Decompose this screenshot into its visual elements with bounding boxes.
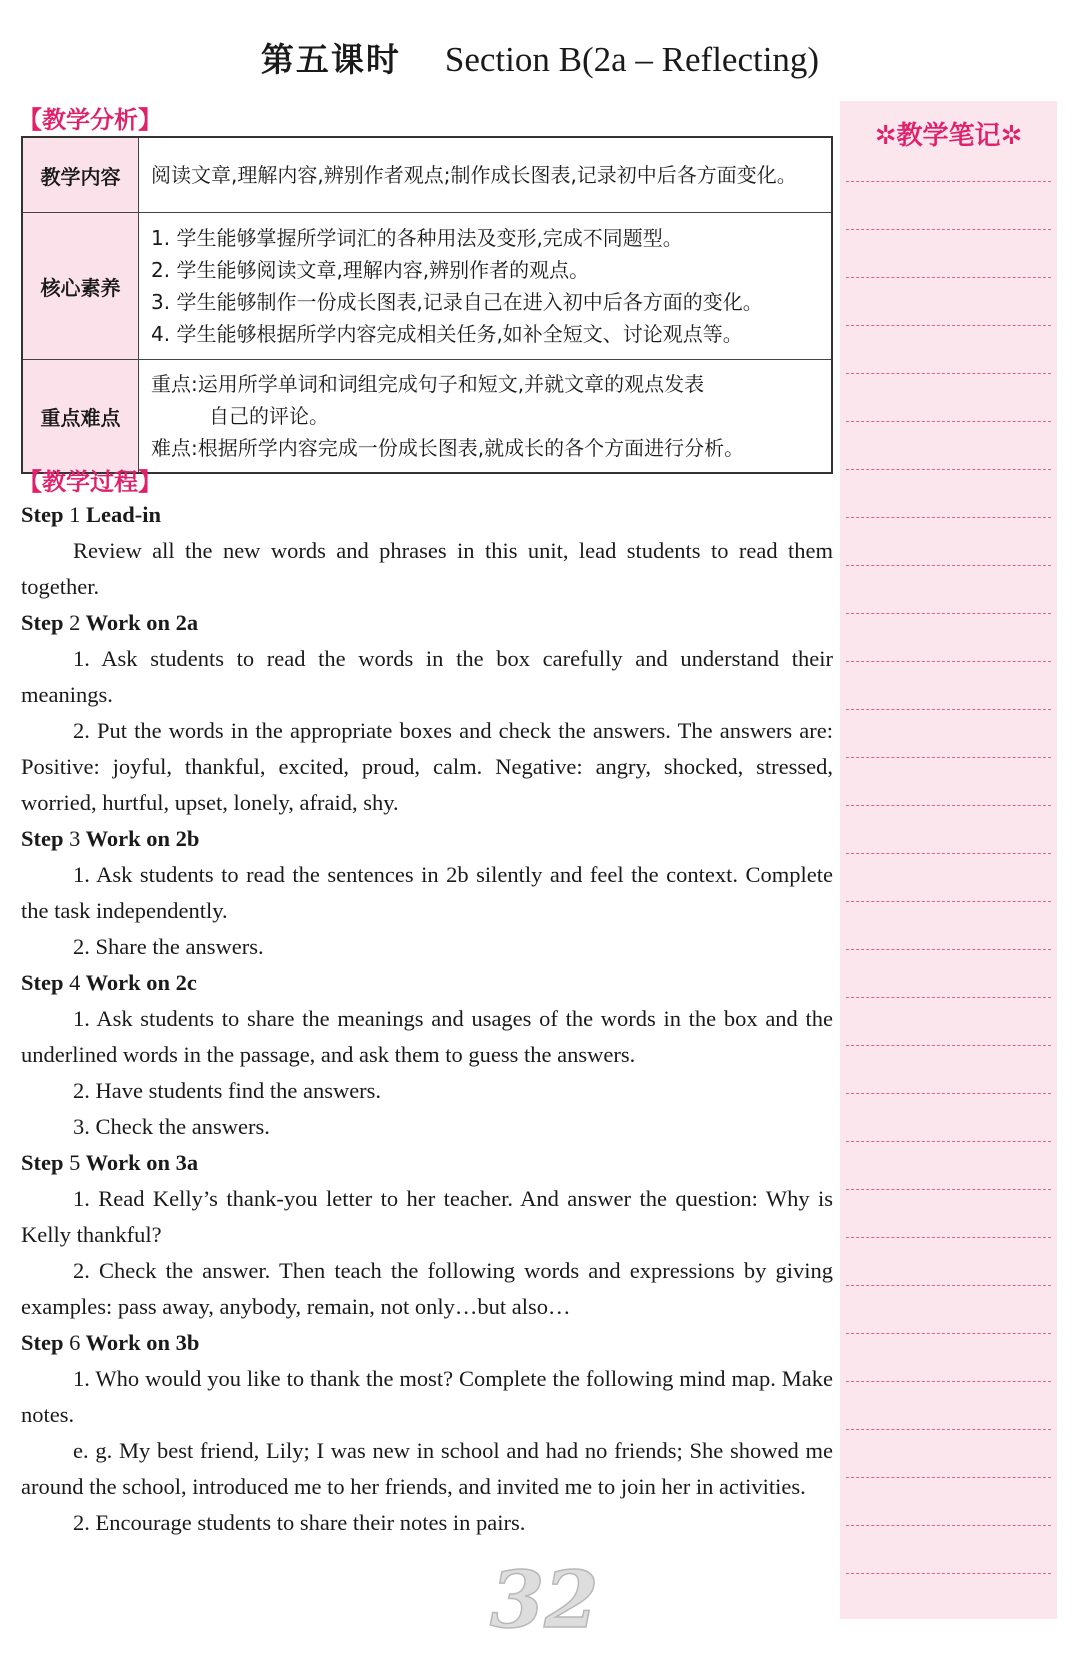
- process-heading: 【教学过程】: [18, 468, 162, 496]
- step-paragraph: Review all the new words and phrases in this unit, lead students to read them together.: [21, 538, 833, 599]
- step-name: Work on 2c: [85, 970, 197, 995]
- notes-dashed-line: [846, 1237, 1051, 1238]
- step-6: [21, 1325, 833, 1541]
- content-line: 阅读文章,理解内容,辨别作者观点;制作成长图表,记录初中后各方面变化。: [151, 163, 797, 187]
- step-heading: [21, 1145, 833, 1181]
- step-paragraph: 1. Read Kelly’s thank-you letter to her teacher. And answer the question: Why is Kelly thankful?: [21, 1186, 833, 1247]
- lesson-title-cn: 第五课时: [260, 40, 401, 79]
- notes-dashed-line: [846, 805, 1051, 806]
- notes-dashed-line: [846, 1381, 1051, 1382]
- notes-dashed-line: [846, 325, 1051, 326]
- notes-dashed-line: [846, 661, 1051, 662]
- step-paragraph: 2. Share the answers.: [73, 934, 264, 959]
- step-number: 3: [69, 826, 81, 851]
- step-heading: [21, 821, 833, 857]
- step-word: Step: [21, 1150, 64, 1175]
- row-label: 重点难点: [22, 360, 139, 474]
- step-paragraph: e. g. My best friend, Lily; I was new in school and had no friends; She showed me around the school, introduced me to her friends, and invited me to join her in activities.: [21, 1438, 833, 1499]
- step-3: [21, 821, 833, 965]
- content-line: 重点:运用所学单词和词组完成句子和短文,并就文章的观点发表: [151, 372, 705, 396]
- notes-dashed-line: [846, 1141, 1051, 1142]
- notes-dashed-line: [846, 1285, 1051, 1286]
- notes-dashed-line: [846, 565, 1051, 566]
- notes-dashed-line: [846, 373, 1051, 374]
- step-paragraph: 2. Have students find the answers.: [73, 1078, 382, 1103]
- step-name: Work on 2a: [85, 610, 199, 635]
- page-title: [0, 34, 1080, 81]
- page-number: 32: [490, 1555, 599, 1646]
- step-name: Work on 3b: [85, 1330, 200, 1355]
- step-2: [21, 605, 833, 821]
- step-paragraph: 1. Ask students to share the meanings and usages of the words in the box and the underlined words in the passage, and ask them to guess the answers.: [21, 1006, 833, 1067]
- notes-dashed-line: [846, 277, 1051, 278]
- process-body: [21, 497, 833, 1541]
- content-line: 2. 学生能够阅读文章,理解内容,辨别作者的观点。: [151, 258, 590, 282]
- notes-dashed-line: [846, 709, 1051, 710]
- step-paragraph: 2. Put the words in the appropriate boxes and check the answers. The answers are: Positive: joyful, thankful, excited, proud, calm. Negative: angry, shocked, stressed, worried, hurtful, upset, lonely, afraid, shy.: [21, 718, 833, 815]
- content-line: 自己的评论。: [209, 404, 329, 428]
- notes-dashed-line: [846, 853, 1051, 854]
- row-label: 教学内容: [22, 137, 139, 213]
- notes-dashed-line: [846, 1189, 1051, 1190]
- content-line: 4. 学生能够根据所学内容完成相关任务,如补全短文、讨论观点等。: [151, 322, 743, 346]
- step-word: Step: [21, 502, 64, 527]
- content-line: 3. 学生能够制作一份成长图表,记录自己在进入初中后各方面的变化。: [151, 290, 763, 314]
- step-paragraph: 1. Ask students to read the words in the box carefully and understand their meanings.: [21, 646, 833, 707]
- step-number: 5: [69, 1150, 81, 1175]
- content-line: 1. 学生能够掌握所学词汇的各种用法及变形,完成不同题型。: [151, 226, 683, 250]
- step-4: [21, 965, 833, 1145]
- step-heading: [21, 965, 833, 1001]
- step-heading: [21, 497, 833, 533]
- step-paragraph: 3. Check the answers.: [73, 1114, 270, 1139]
- analysis-table: [21, 136, 833, 474]
- step-heading: [21, 1325, 833, 1361]
- notes-dashed-line: [846, 757, 1051, 758]
- step-heading: [21, 605, 833, 641]
- notes-dashed-line: [846, 901, 1051, 902]
- step-name: Lead-in: [86, 502, 162, 527]
- notes-dashed-line: [846, 1093, 1051, 1094]
- row-content: [139, 360, 833, 474]
- step-paragraph: 1. Ask students to read the sentences in 2b silently and feel the context. Complete the task independently.: [21, 862, 833, 923]
- notes-dashed-line: [846, 1525, 1051, 1526]
- step-name: Work on 2b: [85, 826, 200, 851]
- notes-dashed-line: [846, 517, 1051, 518]
- notes-title: ✲教学笔记✲: [874, 121, 1023, 151]
- notes-dashed-line: [846, 469, 1051, 470]
- step-paragraph: 2. Check the answer. Then teach the following words and expressions by giving examples: pass away, anybody, remain, not only…but also…: [21, 1258, 833, 1319]
- notes-dashed-line: [846, 613, 1051, 614]
- notes-dashed-line: [846, 181, 1051, 182]
- table-row: [22, 213, 832, 360]
- notes-dashed-line: [846, 1045, 1051, 1046]
- row-content: [139, 213, 833, 360]
- step-word: Step: [21, 610, 64, 635]
- notes-dashed-line: [846, 229, 1051, 230]
- notes-dashed-line: [846, 997, 1051, 998]
- step-number: 6: [69, 1330, 81, 1355]
- notes-dashed-line: [846, 1573, 1051, 1574]
- step-word: Step: [21, 1330, 64, 1355]
- step-5: [21, 1145, 833, 1325]
- step-word: Step: [21, 826, 64, 851]
- step-word: Step: [21, 970, 64, 995]
- teaching-notes-panel: [840, 101, 1057, 1619]
- table-row: [22, 360, 832, 474]
- table-row: [22, 137, 832, 213]
- step-number: 1: [69, 502, 81, 527]
- row-label: 核心素养: [22, 213, 139, 360]
- step-paragraph: 1. Who would you like to thank the most? Complete the following mind map. Make notes.: [21, 1366, 833, 1427]
- notes-dashed-line: [846, 421, 1051, 422]
- lesson-title-en: Section B(2a – Reflecting): [444, 40, 820, 79]
- step-number: 4: [69, 970, 81, 995]
- step-number: 2: [69, 610, 81, 635]
- content-line: 难点:根据所学内容完成一份成长图表,就成长的各个方面进行分析。: [151, 436, 745, 460]
- step-paragraph: 2. Encourage students to share their notes in pairs.: [73, 1510, 526, 1535]
- step-name: Work on 3a: [85, 1150, 199, 1175]
- notes-dashed-line: [846, 949, 1051, 950]
- notes-dashed-line: [846, 1429, 1051, 1430]
- notes-dashed-line: [846, 1477, 1051, 1478]
- analysis-heading: 【教学分析】: [18, 106, 162, 134]
- notes-dashed-line: [846, 1333, 1051, 1334]
- step-1: [21, 497, 833, 605]
- row-content: [139, 137, 833, 213]
